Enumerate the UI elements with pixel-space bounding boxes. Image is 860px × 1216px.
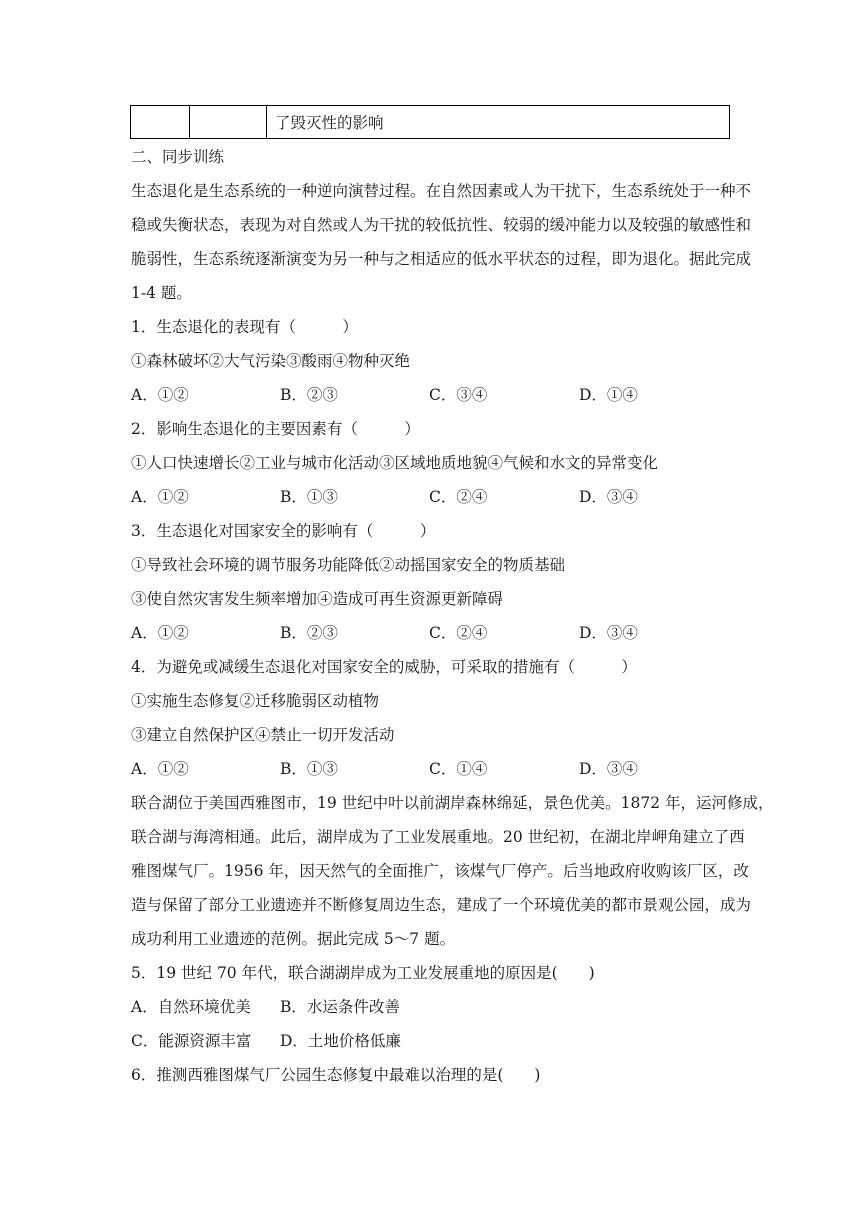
question-2-option-a: A．①② bbox=[131, 488, 189, 506]
question-4-option-c: C．①④ bbox=[429, 760, 488, 778]
paragraph-line: 1-4 题。 bbox=[131, 284, 192, 302]
question-4-items: ③建立自然保护区④禁止一切开发活动 bbox=[131, 726, 395, 744]
table-cell bbox=[190, 106, 267, 139]
question-4-option-b: B．①③ bbox=[280, 760, 338, 778]
question-3-option-a: A．①② bbox=[131, 624, 189, 642]
question-3-stem: 3．生态退化对国家安全的影响有（ ） bbox=[131, 522, 436, 540]
question-2-option-b: B．①③ bbox=[280, 488, 338, 506]
question-5-option-a: A．自然环境优美 bbox=[131, 998, 251, 1016]
paragraph-line: 联合湖与海湾相通。此后，湖岸成为了工业发展重地。20 世纪初，在湖北岸岬角建立了西 bbox=[131, 828, 745, 846]
question-5-option-c: C．能源资源丰富 bbox=[131, 1032, 252, 1050]
paragraph-line: 雅图煤气厂。1956 年，因天然气的全面推广，该煤气厂停产。后当地政府收购该厂区，改 bbox=[131, 862, 749, 880]
question-1-stem: 1．生态退化的表现有（ ） bbox=[131, 318, 358, 336]
question-4-option-a: A．①② bbox=[131, 760, 189, 778]
section-title: 二、同步训练 bbox=[131, 148, 225, 166]
question-5-option-d: D．土地价格低廉 bbox=[280, 1032, 401, 1050]
question-2-items: ①人口快速增长②工业与城市化活动③区域地质地貌④气候和水文的异常变化 bbox=[131, 454, 659, 472]
question-3-items: ③使自然灾害发生频率增加④造成可再生资源更新障碍 bbox=[131, 590, 504, 608]
paragraph-line: 联合湖位于美国西雅图市，19 世纪中叶以前湖岸森林绵延，景色优美。1872 年，运河修成， bbox=[131, 794, 774, 812]
question-4-items: ①实施生态修复②迁移脆弱区动植物 bbox=[131, 692, 380, 710]
question-3-option-b: B．②③ bbox=[280, 624, 338, 642]
question-3-items: ①导致社会环境的调节服务功能降低②动摇国家安全的物质基础 bbox=[131, 556, 566, 574]
question-6-stem: 6．推测西雅图煤气厂公园生态修复中最难以治理的是( ) bbox=[131, 1066, 541, 1084]
question-2-option-c: C．②④ bbox=[429, 488, 488, 506]
paragraph-line: 成功利用工业遗迹的范例。据此完成 5～7 题。 bbox=[131, 930, 456, 948]
question-5-option-b: B．水运条件改善 bbox=[280, 998, 400, 1016]
question-1-items: ①森林破坏②大气污染③酸雨④物种灭绝 bbox=[131, 352, 411, 370]
table-cell bbox=[131, 106, 190, 139]
question-1-option-a: A．①② bbox=[131, 386, 189, 404]
question-2-stem: 2．影响生态退化的主要因素有（ ） bbox=[131, 420, 420, 438]
table-row bbox=[131, 106, 730, 139]
question-1-option-c: C．③④ bbox=[429, 386, 488, 404]
question-4-option-d: D．③④ bbox=[579, 760, 638, 778]
paragraph-line: 脆弱性，生态系统逐渐演变为另一种与之相适应的低水平状态的过程，即为退化。据此完成 bbox=[131, 250, 752, 268]
question-2-option-d: D．③④ bbox=[579, 488, 638, 506]
paragraph-line: 稳或失衡状态，表现为对自然或人为干扰的较低抗性、较弱的缓冲能力以及较强的敏感性和 bbox=[131, 216, 752, 234]
question-1-option-d: D．①④ bbox=[579, 386, 638, 404]
question-3-option-c: C．②④ bbox=[429, 624, 488, 642]
question-3-option-d: D．③④ bbox=[579, 624, 638, 642]
table-cell: 了毁灭性的影响 bbox=[267, 106, 730, 139]
question-1-option-b: B．②③ bbox=[280, 386, 338, 404]
paragraph-line: 造与保留了部分工业遗迹并不断修复周边生态，建成了一个环境优美的都市景观公园，成为 bbox=[131, 896, 752, 914]
continuation-table bbox=[130, 105, 730, 139]
question-4-stem: 4．为避免或减缓生态退化对国家安全的威胁，可采取的措施有（ ） bbox=[131, 658, 637, 676]
question-5-stem: 5．19 世纪 70 年代，联合湖湖岸成为工业发展重地的原因是( ) bbox=[131, 964, 595, 982]
paragraph-line: 生态退化是生态系统的一种逆向演替过程。在自然因素或人为干扰下，生态系统处于一种不 bbox=[131, 182, 752, 200]
